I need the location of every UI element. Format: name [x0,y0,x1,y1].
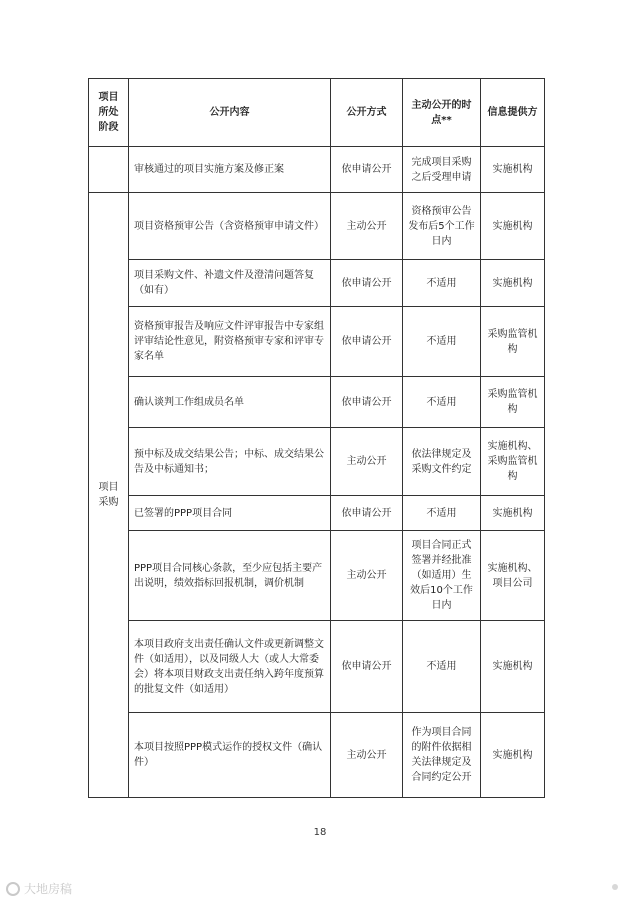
provider-cell: 实施机构 [481,193,545,260]
table-row [89,621,545,713]
header-stage: 项目所处阶段 [89,79,129,147]
provider-cell: 实施机构、项目公司 [481,531,545,621]
provider-cell: 实施机构 [481,713,545,798]
timing-cell: 项目合同正式签署并经批准（如适用）生效后10个工作日内 [403,531,481,621]
content-cell: 本项目政府支出责任确认文件或更新调整文件（如适用），以及同级人大（或人大常委会）将本项目财政支出责任纳入跨年度预算的批复文件（如适用） [129,621,331,713]
content-cell: 审核通过的项目实施方案及修正案 [129,147,331,193]
table-row [89,496,545,531]
provider-cell: 实施机构 [481,496,545,531]
method-cell: 依申请公开 [331,496,403,531]
content-cell: 资格预审报告及响应文件评审报告中专家组评审结论性意见，附资格预审专家和评审专家名单 [129,307,331,377]
provider-cell: 实施机构 [481,621,545,713]
header-provider: 信息提供方 [481,79,545,147]
table-row [89,147,545,193]
table-row [89,193,545,260]
table-row [89,260,545,307]
timing-cell: 作为项目合同的附件依据相关法律规定及合同约定公开 [403,713,481,798]
table-row [89,307,545,377]
page-number: 18 [313,827,327,838]
header-content: 公开内容 [129,79,331,147]
timing-cell: 不适用 [403,496,481,531]
disclosure-table [88,78,545,798]
content-cell: 确认谈判工作组成员名单 [129,377,331,428]
watermark-text: 大地房稿 [24,882,73,896]
table-row [89,428,545,496]
content-cell: PPP项目合同核心条款，至少应包括主要产出说明，绩效指标回报机制，调价机制 [129,531,331,621]
watermark-logo-icon [6,882,20,896]
header-row [89,79,545,147]
method-cell: 依申请公开 [331,147,403,193]
timing-cell: 资格预审公告发布后5个工作日内 [403,193,481,260]
stage-cell-procurement: 项目采购 [89,193,129,798]
method-cell: 主动公开 [331,428,403,496]
provider-cell: 采购监管机构 [481,377,545,428]
timing-cell: 不适用 [403,307,481,377]
timing-cell: 依法律规定及采购文件约定 [403,428,481,496]
method-cell: 主动公开 [331,531,403,621]
provider-cell: 实施机构 [481,147,545,193]
content-cell: 已签署的PPP项目合同 [129,496,331,531]
stage-cell-empty [89,147,129,193]
corner-dot-icon [612,884,618,890]
timing-cell: 不适用 [403,621,481,713]
content-cell: 项目采购文件、补遗文件及澄清问题答复（如有） [129,260,331,307]
timing-cell: 不适用 [403,260,481,307]
method-cell: 主动公开 [331,713,403,798]
watermark [6,880,72,897]
table-row [89,531,545,621]
content-cell: 预中标及成交结果公告；中标、成交结果公告及中标通知书； [129,428,331,496]
provider-cell: 采购监管机构 [481,307,545,377]
timing-cell: 完成项目采购之后受理申请 [403,147,481,193]
provider-cell: 实施机构 [481,260,545,307]
method-cell: 依申请公开 [331,377,403,428]
timing-cell: 不适用 [403,377,481,428]
method-cell: 依申请公开 [331,260,403,307]
provider-cell: 实施机构、采购监管机构 [481,428,545,496]
method-cell: 依申请公开 [331,307,403,377]
method-cell: 主动公开 [331,193,403,260]
header-timing: 主动公开的时点** [403,79,481,147]
content-cell: 本项目按照PPP模式运作的授权文件（确认件） [129,713,331,798]
method-cell: 依申请公开 [331,621,403,713]
table-row [89,713,545,798]
content-cell: 项目资格预审公告（含资格预审申请文件） [129,193,331,260]
table-row [89,377,545,428]
header-method: 公开方式 [331,79,403,147]
